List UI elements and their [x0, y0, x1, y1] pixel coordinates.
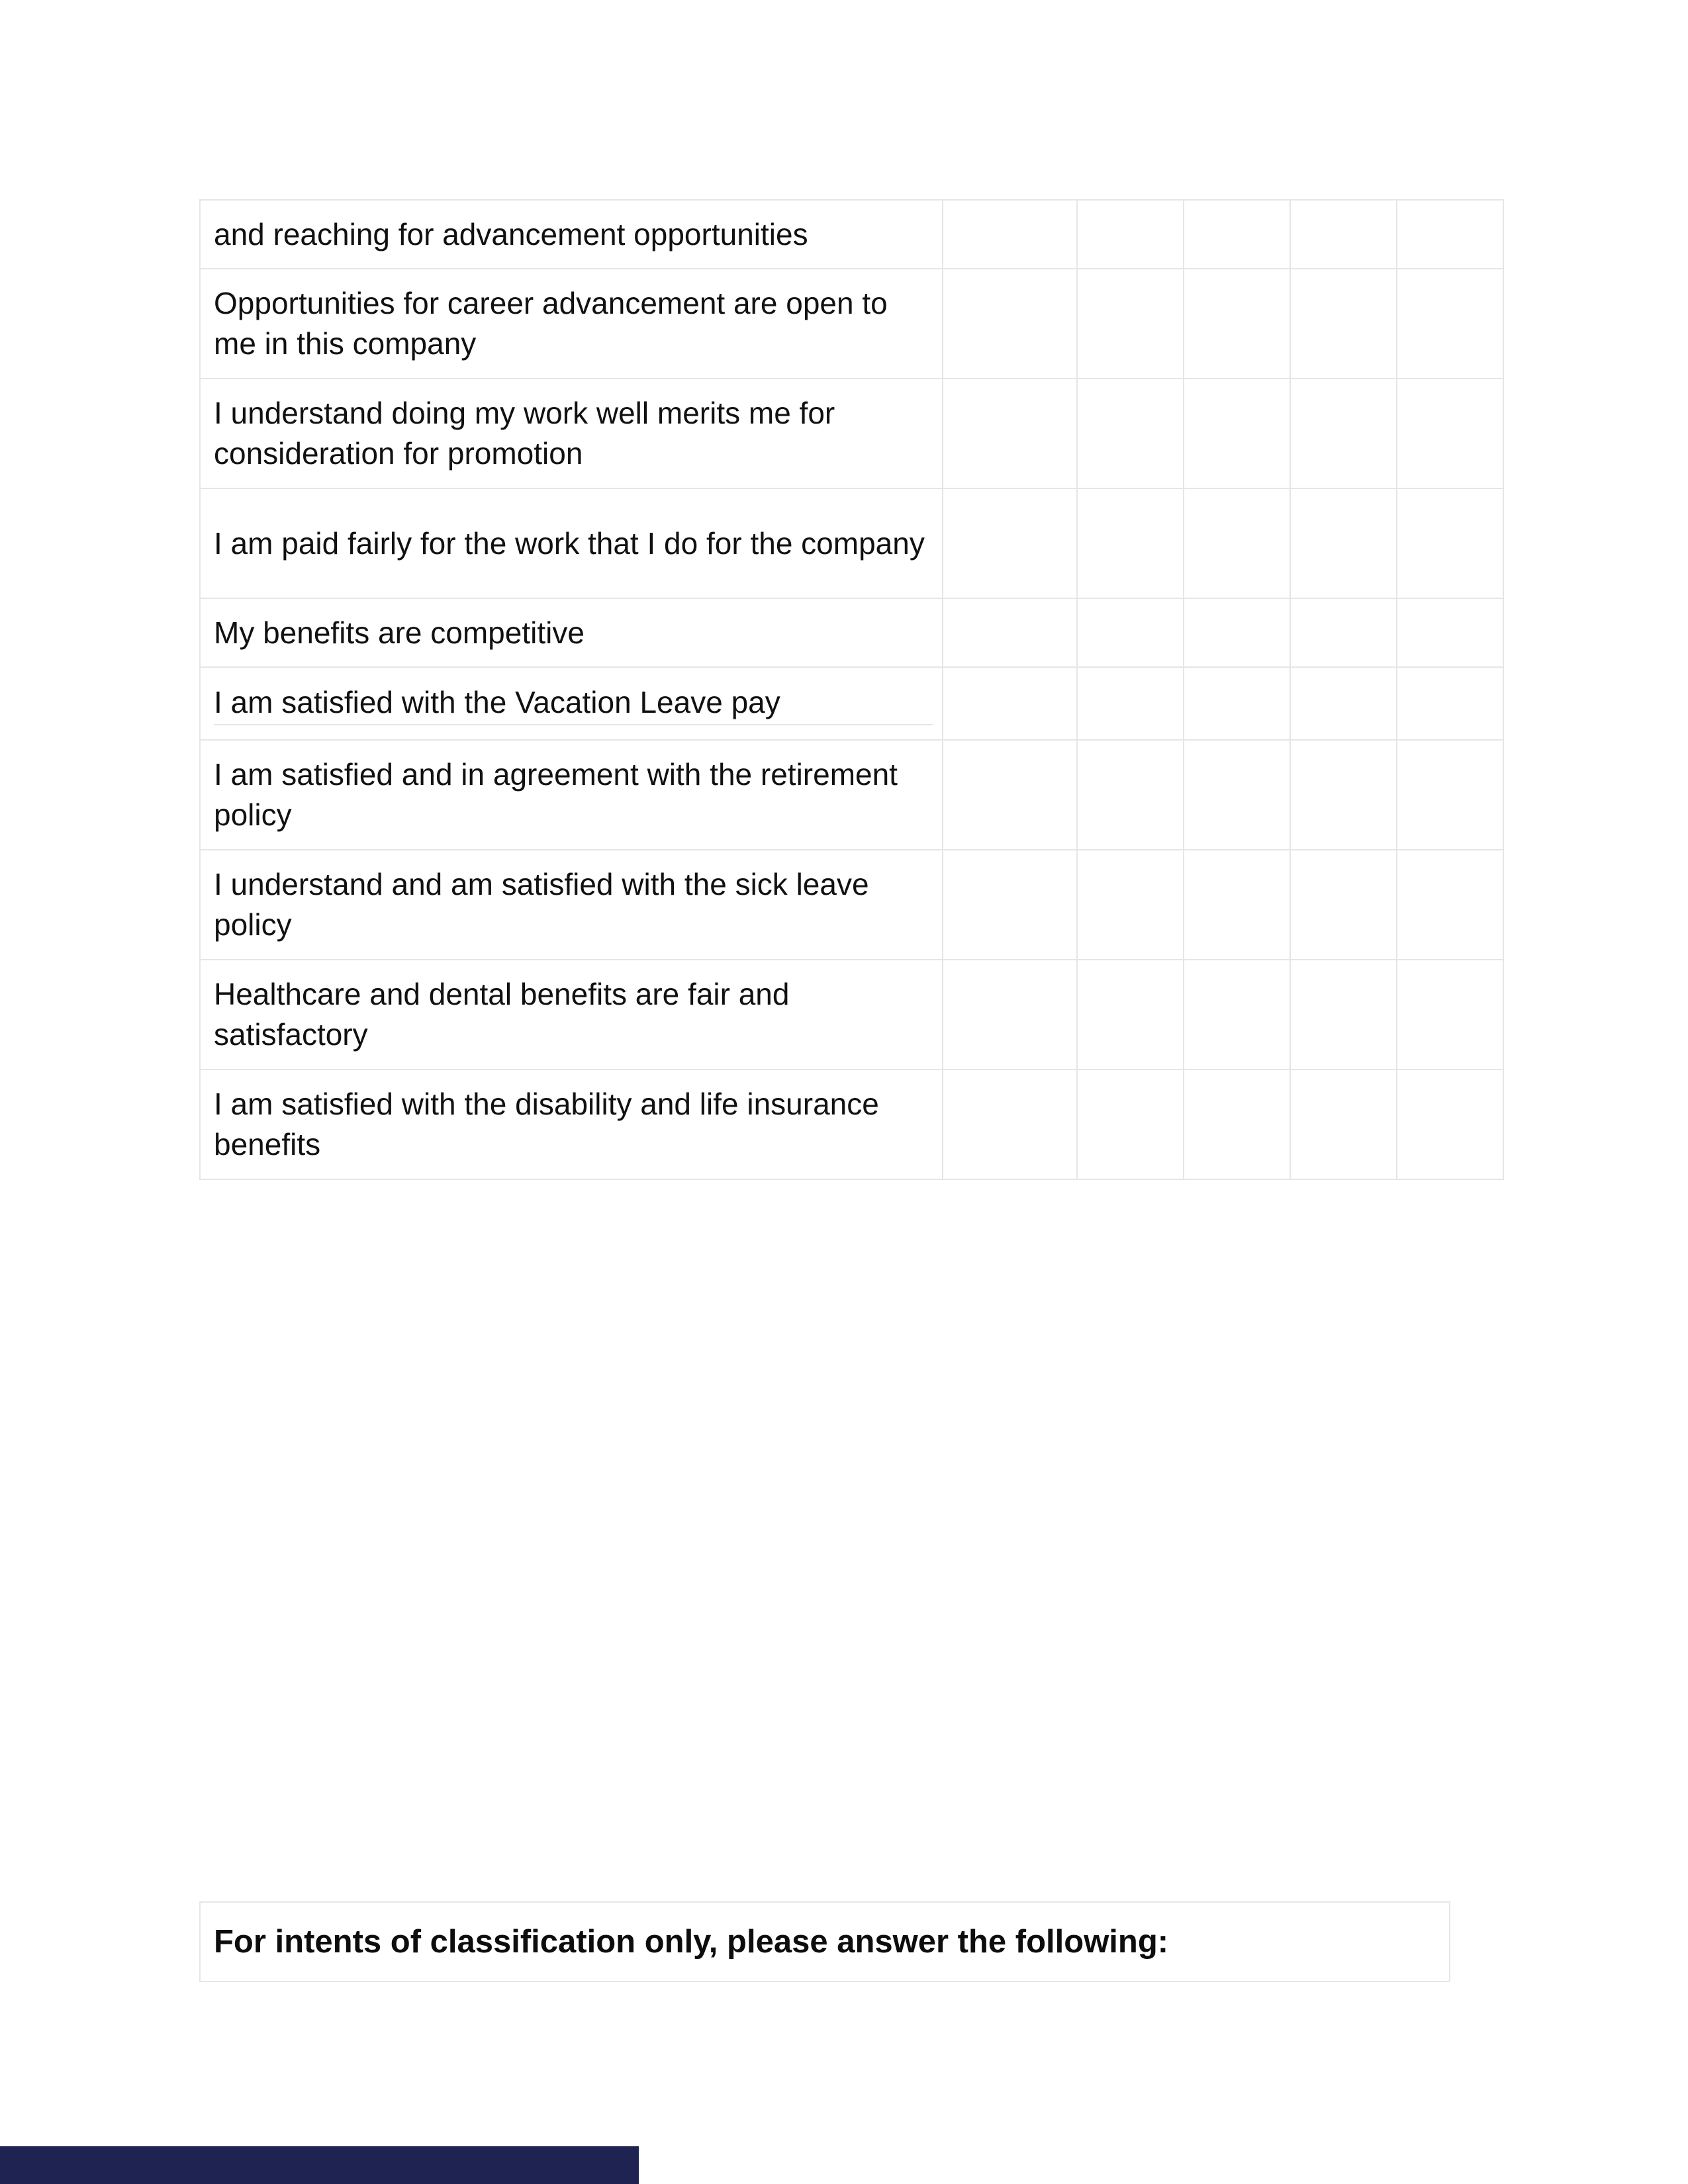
- rating-cell[interactable]: [1397, 1069, 1503, 1179]
- rating-cell[interactable]: [1397, 379, 1503, 488]
- rating-cell[interactable]: [1397, 200, 1503, 269]
- rating-cell[interactable]: [1290, 379, 1397, 488]
- statement-cell: [200, 379, 943, 488]
- statement-text: I understand and am satisfied with the sick leave policy: [214, 867, 869, 942]
- statement-cell: [200, 850, 943, 960]
- rating-cell[interactable]: [1397, 740, 1503, 850]
- rating-cell[interactable]: [1397, 667, 1503, 740]
- rating-cell[interactable]: [1290, 488, 1397, 598]
- rating-cell[interactable]: [1184, 1069, 1290, 1179]
- rating-cell[interactable]: [943, 379, 1077, 488]
- rating-cell[interactable]: [943, 960, 1077, 1069]
- statement-text: I am paid fairly for the work that I do for the company: [214, 525, 925, 561]
- table-row: [200, 1069, 1503, 1179]
- statement-cell: [200, 200, 943, 269]
- table-row: [200, 269, 1503, 379]
- rating-cell[interactable]: [1290, 200, 1397, 269]
- rating-cell[interactable]: [943, 200, 1077, 269]
- rating-cell[interactable]: [1184, 667, 1290, 740]
- rating-cell[interactable]: [1184, 598, 1290, 667]
- rating-cell[interactable]: [1077, 379, 1184, 488]
- table-row: [200, 598, 1503, 667]
- statement-cell: [200, 488, 943, 598]
- rating-cell[interactable]: [1290, 850, 1397, 960]
- rating-cell[interactable]: [1397, 488, 1503, 598]
- table-row: [200, 379, 1503, 488]
- rating-cell[interactable]: [1290, 667, 1397, 740]
- rating-cell[interactable]: [1397, 598, 1503, 667]
- rating-cell[interactable]: [1077, 667, 1184, 740]
- rating-cell[interactable]: [1184, 200, 1290, 269]
- rating-cell[interactable]: [1077, 1069, 1184, 1179]
- table-row: [200, 200, 1503, 269]
- statement-text: and reaching for advancement opportunities: [214, 216, 808, 251]
- table-row: [200, 488, 1503, 598]
- rating-cell[interactable]: [1290, 740, 1397, 850]
- statement-cell: [200, 269, 943, 379]
- rating-cell[interactable]: [1184, 488, 1290, 598]
- footer-accent-bar: [0, 2146, 639, 2184]
- table-row: [200, 960, 1503, 1069]
- statement-cell: [200, 667, 943, 740]
- statement-cell: [200, 740, 943, 850]
- rating-cell[interactable]: [1290, 598, 1397, 667]
- rating-cell[interactable]: [1077, 740, 1184, 850]
- rating-cell[interactable]: [1077, 850, 1184, 960]
- rating-cell[interactable]: [943, 598, 1077, 667]
- rating-cell[interactable]: [1290, 269, 1397, 379]
- classification-section: [199, 1901, 1450, 1982]
- rating-cell[interactable]: [943, 1069, 1077, 1179]
- rating-cell[interactable]: [943, 488, 1077, 598]
- statement-text: Healthcare and dental benefits are fair and satisfactory: [214, 977, 790, 1052]
- statement-text: I am satisfied with the Vacation Leave pay: [214, 682, 933, 725]
- rating-cell[interactable]: [1077, 200, 1184, 269]
- statement-text: I am satisfied and in agreement with the retirement policy: [214, 757, 898, 832]
- rating-cell[interactable]: [1077, 598, 1184, 667]
- rating-cell[interactable]: [1077, 488, 1184, 598]
- rating-cell[interactable]: [1184, 269, 1290, 379]
- statement-cell: [200, 598, 943, 667]
- rating-cell[interactable]: [1184, 960, 1290, 1069]
- statement-text: Opportunities for career advancement are open to me in this company: [214, 286, 888, 361]
- rating-cell[interactable]: [1184, 850, 1290, 960]
- rating-cell[interactable]: [1397, 850, 1503, 960]
- rating-cell[interactable]: [1184, 379, 1290, 488]
- rating-cell[interactable]: [1397, 269, 1503, 379]
- rating-cell[interactable]: [1290, 960, 1397, 1069]
- statement-text: I understand doing my work well merits me for consideration for promotion: [214, 396, 835, 471]
- rating-cell[interactable]: [1184, 740, 1290, 850]
- rating-cell[interactable]: [1397, 960, 1503, 1069]
- table-row: [200, 740, 1503, 850]
- rating-cell[interactable]: [943, 269, 1077, 379]
- rating-cell[interactable]: [1077, 960, 1184, 1069]
- classification-heading: For intents of classification only, please answer the following:: [214, 1924, 1169, 1960]
- rating-cell[interactable]: [1077, 269, 1184, 379]
- statement-cell: [200, 1069, 943, 1179]
- statement-text: I am satisfied with the disability and life insurance benefits: [214, 1087, 879, 1161]
- survey-rating-table: [199, 199, 1504, 1180]
- table-row: [200, 667, 1503, 740]
- table-row: [200, 850, 1503, 960]
- rating-cell[interactable]: [943, 850, 1077, 960]
- rating-cell[interactable]: [943, 667, 1077, 740]
- rating-cell[interactable]: [943, 740, 1077, 850]
- statement-text: My benefits are competitive: [214, 615, 585, 650]
- statement-cell: [200, 960, 943, 1069]
- rating-cell[interactable]: [1290, 1069, 1397, 1179]
